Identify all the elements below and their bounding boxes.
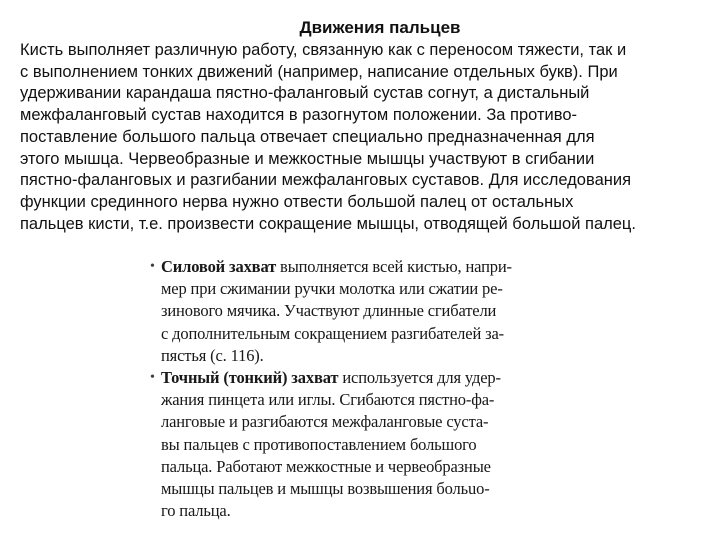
bullet-text: используется для удер-: [338, 368, 501, 388]
bullet-item-precision-grip: [148, 367, 548, 522]
paragraph-line: Кисть выполняет различную работу, связанную как с переносом тяжести, так и: [20, 41, 627, 59]
page-title-text: Движения пальцев: [299, 18, 461, 37]
bullet-icon: •: [150, 370, 155, 386]
bullet-line: зинового мячика. Участвуют длинные сгибатели: [161, 301, 497, 321]
bullet-term: Точный (тонкий) захват: [161, 368, 339, 388]
paragraph-line: функции срединного нерва нужно отвести большой палец от остальных: [20, 192, 574, 211]
bullet-text: выполняется всей кистью, напри-: [276, 257, 512, 276]
bullet-line: пальца. Работают межкостные и червеобразные: [161, 456, 491, 476]
bullet-line: мер при сжимании ручки молотка или сжатии ре-: [161, 279, 503, 299]
paragraph-line: этого мышца. Червеобразные и межкостные мышцы участвуют в сгибании: [20, 149, 595, 168]
bullet-first-line: [161, 367, 548, 389]
paragraph-line: пальцев кисти, т.е. произвести сокращение мышцы, отводящей большой палец.: [20, 214, 636, 233]
bullet-line: го пальца.: [161, 501, 231, 521]
main-paragraph: [20, 40, 710, 235]
paragraph-line: межфаланговый сустав находится в разогнутом положении. За противо-: [20, 106, 578, 125]
bullet-line: с дополнительным сокращением разгибателей за-: [161, 323, 504, 343]
bullet-item-power-grip: [148, 256, 548, 367]
bullet-line: жания пинцета или иглы. Сгибаются пястно-фа-: [161, 390, 495, 410]
bullet-term: Силовой захват: [161, 257, 277, 276]
bullet-line: мышцы пальцев и мышцы возвышения больuo-: [161, 479, 490, 499]
page-title: [0, 18, 720, 38]
bullet-line: вы пальцев с противопоставлением большого: [161, 434, 477, 454]
paragraph-line: с выполнением тонких движений (например, написание отдельных букв). При: [20, 62, 618, 81]
bullet-icon: •: [150, 259, 155, 274]
bullet-first-line: [161, 256, 548, 278]
scanned-excerpt: [148, 256, 548, 520]
bullet-line: пястья (с. 116).: [161, 345, 264, 365]
paragraph-line: пястно-фаланговых и разгибании межфаланговых суставов. Для исследования: [20, 171, 632, 190]
bullet-line: ланговые и разгибаются межфаланговые суста-: [161, 412, 489, 432]
paragraph-line: удерживании карандаша пястно-фаланговый сустав согнут, а дистальный: [20, 84, 590, 103]
paragraph-line: поставление большого пальца отвечает специально предназначенная для: [20, 127, 595, 146]
